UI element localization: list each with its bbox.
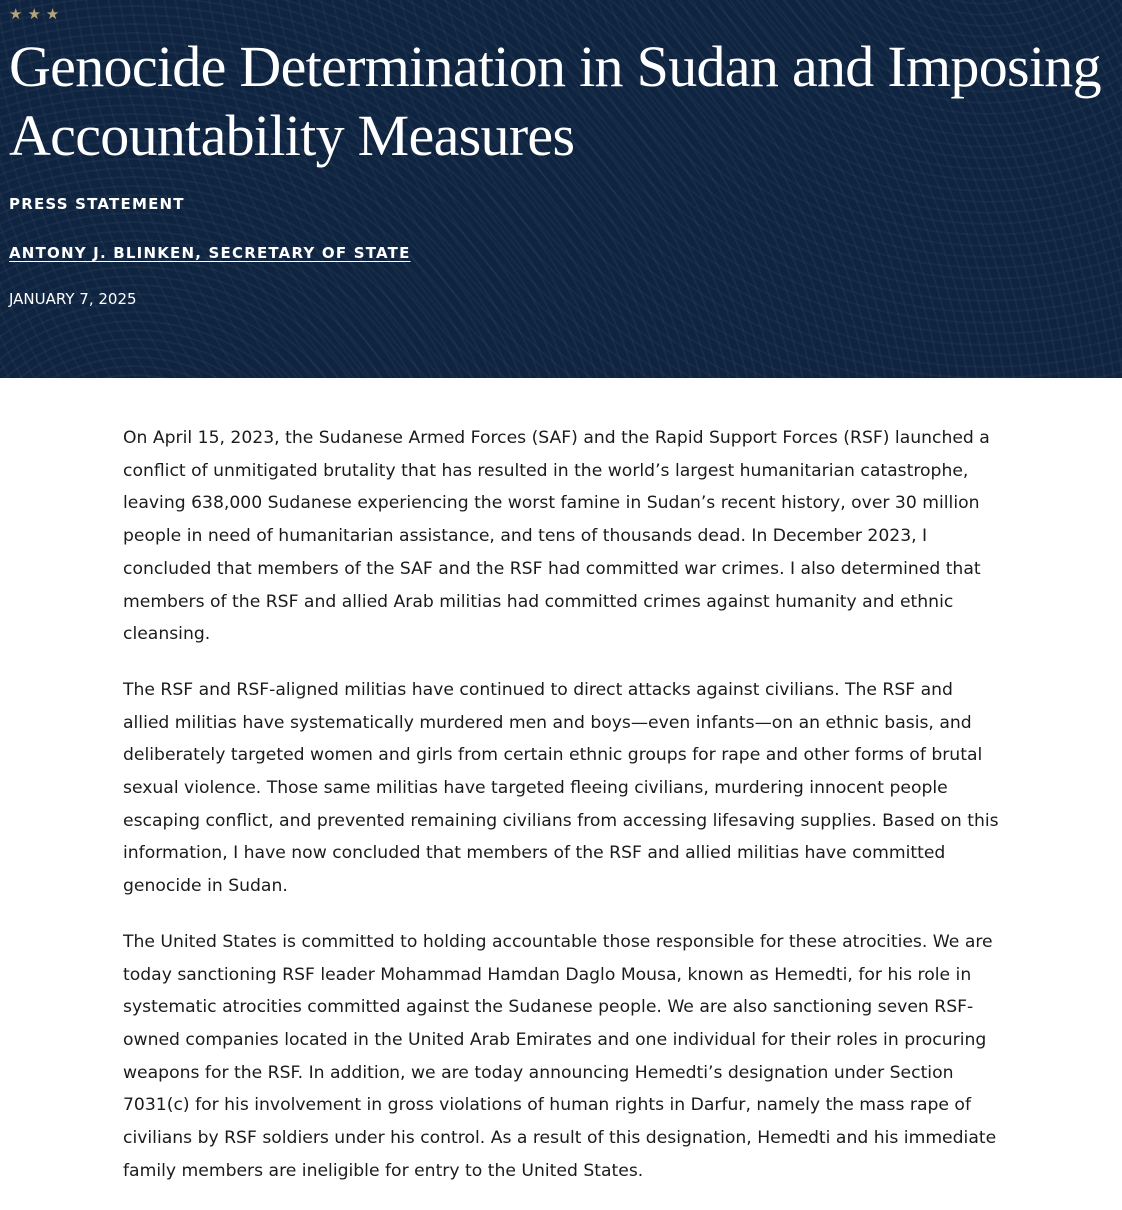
page-title: Genocide Determination in Sudan and Imposing Accountability Measures bbox=[9, 34, 1101, 168]
article-paragraph: The RSF and RSF-aligned militias have continued to direct attacks against civilians. The RSF and allied militias have systematically murdered men and boys—even infants—on an ethnic basis, and deliberately targeted women and girls from certain ethnic groups for rape and other forms of brutal sexual violence. Those same militias have targeted fleeing civilians, murdering innocent people escaping conflict, and prevented remaining civilians from accessing lifesaving supplies. Based on this information, I have now concluded that members of the RSF and allied militias have committed genocide in Sudan. bbox=[123, 679, 999, 897]
page-header bbox=[0, 0, 1122, 378]
article-paragraph: On April 15, 2023, the Sudanese Armed Forces (SAF) and the Rapid Support Forces (RSF) launched a conflict of unmitigated brutality that has resulted in the world’s largest humanitarian catastrophe, leaving 638,000 Sudanese experiencing the worst famine in Sudan’s recent history, over 30 million people in need of humanitarian assistance, and tens of thousands dead. In December 2023, I concluded that members of the SAF and the RSF had committed war crimes. I also determined that members of the RSF and allied Arab militias had committed crimes against humanity and ethnic cleansing. bbox=[123, 428, 990, 645]
article-body bbox=[123, 422, 1003, 1210]
article-paragraph: The United States is committed to holding accountable those responsible for these atrocities. We are today sanctioning RSF leader Mohammad Hamdan Daglo Mousa, known as Hemedti, for his role in systematic atrocities committed against the Sudanese people. We are also sanctioning seven RSF-owned companies located in the United Arab Emirates and one individual for their roles in procuring weapons for the RSF. In addition, we are today announcing Hemedti’s designation under Section 7031(c) for his involvement in gross violations of human rights in Darfur, namely the mass rape of civilians by RSF soldiers under his control. As a result of this designation, Hemedti and his immediate family members are ineligible for entry to the United States. bbox=[123, 931, 997, 1181]
author-link[interactable]: ANTONY J. BLINKEN, SECRETARY OF STATE bbox=[9, 244, 411, 262]
stars-icon: ★★★ bbox=[9, 5, 65, 23]
document-type-label: PRESS STATEMENT bbox=[9, 195, 185, 213]
publication-date: JANUARY 7, 2025 bbox=[9, 290, 137, 308]
